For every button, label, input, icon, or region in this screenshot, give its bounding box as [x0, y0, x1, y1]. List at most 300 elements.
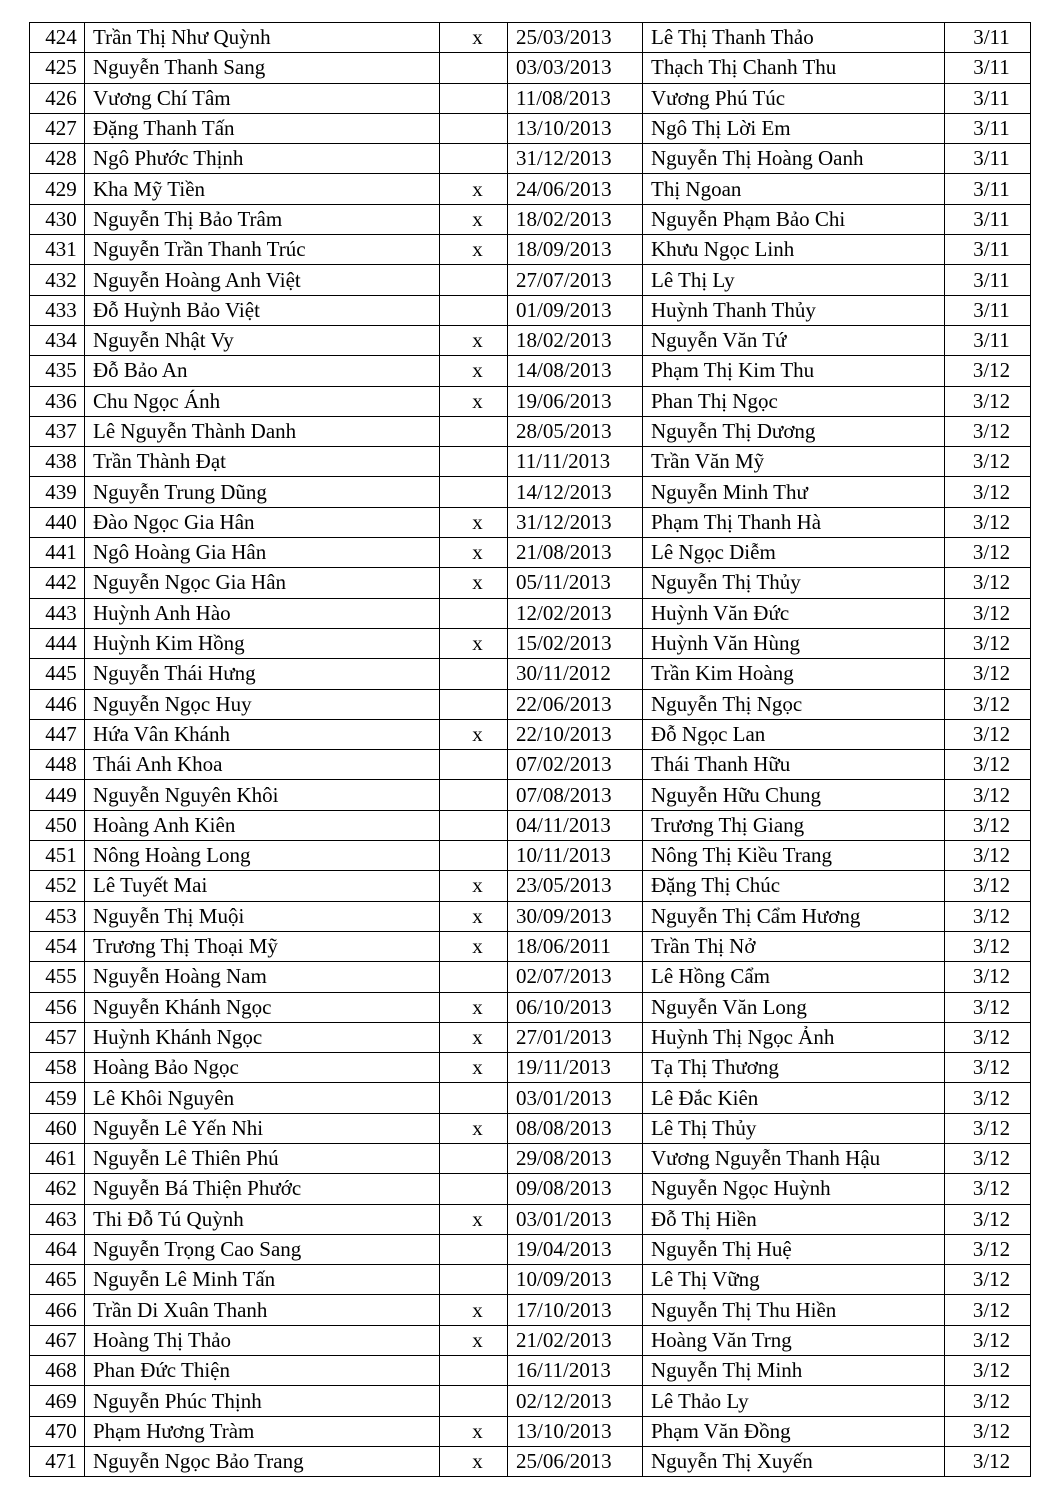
- table-row: [30, 507, 1031, 537]
- class-code: 3/11: [945, 144, 1031, 174]
- table-row: [30, 23, 1031, 53]
- row-number: 462: [30, 1174, 85, 1204]
- parent-name: Nguyễn Văn Tứ: [643, 325, 945, 355]
- birth-date: 19/06/2013: [508, 386, 643, 416]
- birth-date: 24/06/2013: [508, 174, 643, 204]
- table-row: [30, 931, 1031, 961]
- birth-date: 01/09/2013: [508, 295, 643, 325]
- class-code: 3/12: [945, 386, 1031, 416]
- table-row: [30, 416, 1031, 446]
- student-name: Nguyễn Thị Bảo Trâm: [85, 204, 440, 234]
- female-mark: [440, 659, 508, 689]
- class-code: 3/12: [945, 568, 1031, 598]
- row-number: 437: [30, 416, 85, 446]
- class-code: 3/12: [945, 1265, 1031, 1295]
- class-code: 3/12: [945, 1295, 1031, 1325]
- female-mark: x: [440, 901, 508, 931]
- class-code: 3/12: [945, 477, 1031, 507]
- row-number: 445: [30, 659, 85, 689]
- table-row: [30, 1356, 1031, 1386]
- class-code: 3/11: [945, 53, 1031, 83]
- row-number: 436: [30, 386, 85, 416]
- birth-date: 31/12/2013: [508, 144, 643, 174]
- row-number: 438: [30, 447, 85, 477]
- parent-name: Nguyễn Thị Thu Hiền: [643, 1295, 945, 1325]
- table-row: [30, 1083, 1031, 1113]
- parent-name: Lê Thị Thanh Thảo: [643, 23, 945, 53]
- class-code: 3/12: [945, 1234, 1031, 1264]
- row-number: 439: [30, 477, 85, 507]
- parent-name: Nguyễn Thị Dương: [643, 416, 945, 446]
- row-number: 460: [30, 1113, 85, 1143]
- row-number: 455: [30, 962, 85, 992]
- row-number: 461: [30, 1143, 85, 1173]
- parent-name: Nguyễn Thị Xuyến: [643, 1446, 945, 1476]
- female-mark: x: [440, 628, 508, 658]
- student-name: Ngô Phước Thịnh: [85, 144, 440, 174]
- female-mark: x: [440, 23, 508, 53]
- birth-date: 18/02/2013: [508, 325, 643, 355]
- parent-name: Đỗ Thị Hiền: [643, 1204, 945, 1234]
- female-mark: x: [440, 538, 508, 568]
- parent-name: Thái Thanh Hữu: [643, 750, 945, 780]
- table-row: [30, 1265, 1031, 1295]
- row-number: 443: [30, 598, 85, 628]
- class-code: 3/11: [945, 23, 1031, 53]
- row-number: 446: [30, 689, 85, 719]
- female-mark: [440, 1083, 508, 1113]
- female-mark: [440, 780, 508, 810]
- female-mark: [440, 962, 508, 992]
- class-code: 3/12: [945, 1416, 1031, 1446]
- female-mark: x: [440, 356, 508, 386]
- class-code: 3/12: [945, 931, 1031, 961]
- female-mark: [440, 841, 508, 871]
- table-row: [30, 477, 1031, 507]
- parent-name: Nguyễn Văn Long: [643, 992, 945, 1022]
- birth-date: 16/11/2013: [508, 1356, 643, 1386]
- female-mark: x: [440, 1022, 508, 1052]
- class-code: 3/11: [945, 174, 1031, 204]
- row-number: 453: [30, 901, 85, 931]
- student-name: Đỗ Huỳnh Bảo Việt: [85, 295, 440, 325]
- female-mark: [440, 447, 508, 477]
- student-name: Thái Anh Khoa: [85, 750, 440, 780]
- class-code: 3/12: [945, 416, 1031, 446]
- row-number: 463: [30, 1204, 85, 1234]
- student-name: Nguyễn Ngọc Bảo Trang: [85, 1446, 440, 1476]
- student-name: Ngô Hoàng Gia Hân: [85, 538, 440, 568]
- row-number: 448: [30, 750, 85, 780]
- parent-name: Huỳnh Thanh Thủy: [643, 295, 945, 325]
- birth-date: 08/08/2013: [508, 1113, 643, 1143]
- female-mark: x: [440, 1446, 508, 1476]
- table-row: [30, 1022, 1031, 1052]
- row-number: 429: [30, 174, 85, 204]
- table-row: [30, 1416, 1031, 1446]
- row-number: 452: [30, 871, 85, 901]
- female-mark: x: [440, 1325, 508, 1355]
- birth-date: 19/11/2013: [508, 1053, 643, 1083]
- table-row: [30, 1143, 1031, 1173]
- birth-date: 13/10/2013: [508, 1416, 643, 1446]
- birth-date: 07/02/2013: [508, 750, 643, 780]
- row-number: 471: [30, 1446, 85, 1476]
- student-name: Vương Chí Tâm: [85, 83, 440, 113]
- row-number: 444: [30, 628, 85, 658]
- table-row: [30, 447, 1031, 477]
- class-code: 3/12: [945, 810, 1031, 840]
- student-name: Nguyễn Phúc Thịnh: [85, 1386, 440, 1416]
- row-number: 428: [30, 144, 85, 174]
- student-name: Nguyễn Trung Dũng: [85, 477, 440, 507]
- birth-date: 23/05/2013: [508, 871, 643, 901]
- row-number: 426: [30, 83, 85, 113]
- female-mark: x: [440, 386, 508, 416]
- birth-date: 19/04/2013: [508, 1234, 643, 1264]
- parent-name: Nguyễn Thị Thủy: [643, 568, 945, 598]
- row-number: 441: [30, 538, 85, 568]
- birth-date: 22/06/2013: [508, 689, 643, 719]
- female-mark: [440, 53, 508, 83]
- birth-date: 03/01/2013: [508, 1204, 643, 1234]
- parent-name: Nguyễn Phạm Bảo Chi: [643, 204, 945, 234]
- birth-date: 14/08/2013: [508, 356, 643, 386]
- table-row: [30, 1174, 1031, 1204]
- birth-date: 10/09/2013: [508, 1265, 643, 1295]
- parent-name: Huỳnh Văn Đức: [643, 598, 945, 628]
- table-row: [30, 295, 1031, 325]
- student-name: Trần Di Xuân Thanh: [85, 1295, 440, 1325]
- class-code: 3/11: [945, 83, 1031, 113]
- student-name: Hứa Vân Khánh: [85, 719, 440, 749]
- parent-name: Lê Thị Ly: [643, 265, 945, 295]
- row-number: 442: [30, 568, 85, 598]
- row-number: 468: [30, 1356, 85, 1386]
- table-row: [30, 1325, 1031, 1355]
- female-mark: [440, 83, 508, 113]
- row-number: 430: [30, 204, 85, 234]
- student-name: Đỗ Bảo An: [85, 356, 440, 386]
- parent-name: Nguyễn Thị Ngọc: [643, 689, 945, 719]
- row-number: 425: [30, 53, 85, 83]
- parent-name: Ngô Thị Lời Em: [643, 113, 945, 143]
- table-row: [30, 628, 1031, 658]
- table-row: [30, 1234, 1031, 1264]
- student-name: Nguyễn Trọng Cao Sang: [85, 1234, 440, 1264]
- birth-date: 27/01/2013: [508, 1022, 643, 1052]
- row-number: 435: [30, 356, 85, 386]
- parent-name: Trần Kim Hoàng: [643, 659, 945, 689]
- birth-date: 03/03/2013: [508, 53, 643, 83]
- class-code: 3/12: [945, 1083, 1031, 1113]
- female-mark: [440, 477, 508, 507]
- student-name: Lê Tuyết Mai: [85, 871, 440, 901]
- table-row: [30, 1386, 1031, 1416]
- female-mark: [440, 810, 508, 840]
- row-number: 451: [30, 841, 85, 871]
- student-name: Phạm Hương Tràm: [85, 1416, 440, 1446]
- class-code: 3/12: [945, 659, 1031, 689]
- parent-name: Lê Thảo Ly: [643, 1386, 945, 1416]
- table-row: [30, 83, 1031, 113]
- parent-name: Nguyễn Ngọc Huỳnh: [643, 1174, 945, 1204]
- parent-name: Trương Thị Giang: [643, 810, 945, 840]
- student-name: Huỳnh Anh Hào: [85, 598, 440, 628]
- parent-name: Lê Ngọc Diễm: [643, 538, 945, 568]
- table-row: [30, 962, 1031, 992]
- female-mark: [440, 265, 508, 295]
- class-code: 3/12: [945, 356, 1031, 386]
- parent-name: Phạm Văn Đồng: [643, 1416, 945, 1446]
- student-name: Đào Ngọc Gia Hân: [85, 507, 440, 537]
- row-number: 459: [30, 1083, 85, 1113]
- class-code: 3/12: [945, 1174, 1031, 1204]
- birth-date: 30/11/2012: [508, 659, 643, 689]
- class-code: 3/11: [945, 295, 1031, 325]
- student-name: Huỳnh Khánh Ngọc: [85, 1022, 440, 1052]
- student-name: Hoàng Thị Thảo: [85, 1325, 440, 1355]
- birth-date: 13/10/2013: [508, 113, 643, 143]
- female-mark: [440, 750, 508, 780]
- female-mark: [440, 113, 508, 143]
- class-code: 3/11: [945, 113, 1031, 143]
- female-mark: [440, 1143, 508, 1173]
- class-code: 3/11: [945, 204, 1031, 234]
- parent-name: Lê Đắc Kiên: [643, 1083, 945, 1113]
- birth-date: 31/12/2013: [508, 507, 643, 537]
- parent-name: Vương Nguyễn Thanh Hậu: [643, 1143, 945, 1173]
- class-code: 3/12: [945, 1325, 1031, 1355]
- class-code: 3/12: [945, 841, 1031, 871]
- student-name: Hoàng Anh Kiên: [85, 810, 440, 840]
- birth-date: 11/11/2013: [508, 447, 643, 477]
- parent-name: Lê Thị Thủy: [643, 1113, 945, 1143]
- row-number: 424: [30, 23, 85, 53]
- parent-name: Lê Hồng Cẩm: [643, 962, 945, 992]
- table-row: [30, 386, 1031, 416]
- table-row: [30, 1113, 1031, 1143]
- birth-date: 12/02/2013: [508, 598, 643, 628]
- parent-name: Nông Thị Kiều Trang: [643, 841, 945, 871]
- student-name: Kha Mỹ Tiền: [85, 174, 440, 204]
- table-row: [30, 265, 1031, 295]
- student-name: Nguyễn Nguyên Khôi: [85, 780, 440, 810]
- class-code: 3/12: [945, 962, 1031, 992]
- parent-name: Nguyễn Thị Huệ: [643, 1234, 945, 1264]
- female-mark: [440, 295, 508, 325]
- roster-body: [30, 23, 1031, 1477]
- table-row: [30, 538, 1031, 568]
- birth-date: 22/10/2013: [508, 719, 643, 749]
- row-number: 470: [30, 1416, 85, 1446]
- table-row: [30, 235, 1031, 265]
- female-mark: x: [440, 1416, 508, 1446]
- row-number: 458: [30, 1053, 85, 1083]
- parent-name: Thạch Thị Chanh Thu: [643, 53, 945, 83]
- class-code: 3/12: [945, 507, 1031, 537]
- parent-name: Nguyễn Minh Thư: [643, 477, 945, 507]
- class-code: 3/12: [945, 901, 1031, 931]
- student-name: Lê Khôi Nguyên: [85, 1083, 440, 1113]
- table-row: [30, 1295, 1031, 1325]
- table-row: [30, 204, 1031, 234]
- student-name: Nguyễn Hoàng Nam: [85, 962, 440, 992]
- class-code: 3/12: [945, 628, 1031, 658]
- student-name: Nguyễn Lê Thiên Phú: [85, 1143, 440, 1173]
- student-name: Nguyễn Ngọc Huy: [85, 689, 440, 719]
- table-row: [30, 689, 1031, 719]
- female-mark: [440, 598, 508, 628]
- female-mark: x: [440, 1295, 508, 1325]
- student-name: Nguyễn Thị Muội: [85, 901, 440, 931]
- student-name: Nguyễn Lê Yến Nhi: [85, 1113, 440, 1143]
- female-mark: x: [440, 1113, 508, 1143]
- row-number: 447: [30, 719, 85, 749]
- class-code: 3/11: [945, 325, 1031, 355]
- class-code: 3/12: [945, 1386, 1031, 1416]
- birth-date: 18/06/2011: [508, 931, 643, 961]
- female-mark: x: [440, 1053, 508, 1083]
- female-mark: [440, 1174, 508, 1204]
- row-number: 450: [30, 810, 85, 840]
- female-mark: [440, 689, 508, 719]
- student-roster-table: [29, 22, 1031, 1477]
- row-number: 433: [30, 295, 85, 325]
- class-code: 3/12: [945, 1053, 1031, 1083]
- class-code: 3/12: [945, 719, 1031, 749]
- table-row: [30, 1446, 1031, 1476]
- table-row: [30, 174, 1031, 204]
- class-code: 3/12: [945, 1143, 1031, 1173]
- row-number: 454: [30, 931, 85, 961]
- birth-date: 11/08/2013: [508, 83, 643, 113]
- student-name: Trần Thành Đạt: [85, 447, 440, 477]
- female-mark: [440, 1386, 508, 1416]
- birth-date: 25/06/2013: [508, 1446, 643, 1476]
- parent-name: Hoàng Văn Trng: [643, 1325, 945, 1355]
- parent-name: Thị Ngoan: [643, 174, 945, 204]
- birth-date: 02/12/2013: [508, 1386, 643, 1416]
- birth-date: 02/07/2013: [508, 962, 643, 992]
- parent-name: Nguyễn Thị Cẩm Hương: [643, 901, 945, 931]
- table-row: [30, 53, 1031, 83]
- student-name: Nguyễn Trần Thanh Trúc: [85, 235, 440, 265]
- female-mark: [440, 1234, 508, 1264]
- class-code: 3/12: [945, 538, 1031, 568]
- parent-name: Phạm Thị Thanh Hà: [643, 507, 945, 537]
- female-mark: [440, 416, 508, 446]
- table-row: [30, 113, 1031, 143]
- female-mark: [440, 1265, 508, 1295]
- table-row: [30, 810, 1031, 840]
- row-number: 431: [30, 235, 85, 265]
- row-number: 467: [30, 1325, 85, 1355]
- birth-date: 17/10/2013: [508, 1295, 643, 1325]
- class-code: 3/11: [945, 235, 1031, 265]
- student-name: Trương Thị Thoại Mỹ: [85, 931, 440, 961]
- parent-name: Phan Thị Ngọc: [643, 386, 945, 416]
- class-code: 3/12: [945, 750, 1031, 780]
- table-row: [30, 901, 1031, 931]
- female-mark: x: [440, 174, 508, 204]
- parent-name: Lê Thị Vững: [643, 1265, 945, 1295]
- birth-date: 30/09/2013: [508, 901, 643, 931]
- student-name: Nguyễn Thanh Sang: [85, 53, 440, 83]
- row-number: 456: [30, 992, 85, 1022]
- parent-name: Đỗ Ngọc Lan: [643, 719, 945, 749]
- female-mark: [440, 1356, 508, 1386]
- table-row: [30, 780, 1031, 810]
- birth-date: 03/01/2013: [508, 1083, 643, 1113]
- class-code: 3/11: [945, 265, 1031, 295]
- table-row: [30, 568, 1031, 598]
- birth-date: 05/11/2013: [508, 568, 643, 598]
- student-name: Nguyễn Nhật Vy: [85, 325, 440, 355]
- student-name: Chu Ngọc Ánh: [85, 386, 440, 416]
- birth-date: 15/02/2013: [508, 628, 643, 658]
- parent-name: Nguyễn Thị Hoàng Oanh: [643, 144, 945, 174]
- student-name: Nguyễn Ngọc Gia Hân: [85, 568, 440, 598]
- birth-date: 27/07/2013: [508, 265, 643, 295]
- student-name: Nguyễn Thái Hưng: [85, 659, 440, 689]
- student-name: Huỳnh Kim Hồng: [85, 628, 440, 658]
- parent-name: Huỳnh Văn Hùng: [643, 628, 945, 658]
- row-number: 427: [30, 113, 85, 143]
- table-row: [30, 144, 1031, 174]
- row-number: 432: [30, 265, 85, 295]
- birth-date: 06/10/2013: [508, 992, 643, 1022]
- table-row: [30, 841, 1031, 871]
- student-name: Trần Thị Như Quỳnh: [85, 23, 440, 53]
- student-name: Nguyễn Bá Thiện Phước: [85, 1174, 440, 1204]
- row-number: 465: [30, 1265, 85, 1295]
- row-number: 440: [30, 507, 85, 537]
- student-name: Lê Nguyễn Thành Danh: [85, 416, 440, 446]
- birth-date: 21/08/2013: [508, 538, 643, 568]
- birth-date: 28/05/2013: [508, 416, 643, 446]
- female-mark: x: [440, 871, 508, 901]
- table-row: [30, 1204, 1031, 1234]
- row-number: 466: [30, 1295, 85, 1325]
- parent-name: Nguyễn Thị Minh: [643, 1356, 945, 1386]
- female-mark: x: [440, 992, 508, 1022]
- student-name: Thi Đỗ Tú Quỳnh: [85, 1204, 440, 1234]
- female-mark: x: [440, 235, 508, 265]
- row-number: 457: [30, 1022, 85, 1052]
- parent-name: Trần Văn Mỹ: [643, 447, 945, 477]
- birth-date: 25/03/2013: [508, 23, 643, 53]
- female-mark: x: [440, 204, 508, 234]
- table-row: [30, 598, 1031, 628]
- female-mark: x: [440, 1204, 508, 1234]
- female-mark: [440, 144, 508, 174]
- class-code: 3/12: [945, 447, 1031, 477]
- table-row: [30, 871, 1031, 901]
- female-mark: x: [440, 931, 508, 961]
- class-code: 3/12: [945, 1356, 1031, 1386]
- parent-name: Nguyễn Hữu Chung: [643, 780, 945, 810]
- class-code: 3/12: [945, 992, 1031, 1022]
- student-name: Nông Hoàng Long: [85, 841, 440, 871]
- student-name: Nguyễn Hoàng Anh Việt: [85, 265, 440, 295]
- parent-name: Phạm Thị Kim Thu: [643, 356, 945, 386]
- parent-name: Khưu Ngọc Linh: [643, 235, 945, 265]
- parent-name: Vương Phú Túc: [643, 83, 945, 113]
- student-name: Nguyễn Khánh Ngọc: [85, 992, 440, 1022]
- student-name: Hoàng Bảo Ngọc: [85, 1053, 440, 1083]
- female-mark: x: [440, 507, 508, 537]
